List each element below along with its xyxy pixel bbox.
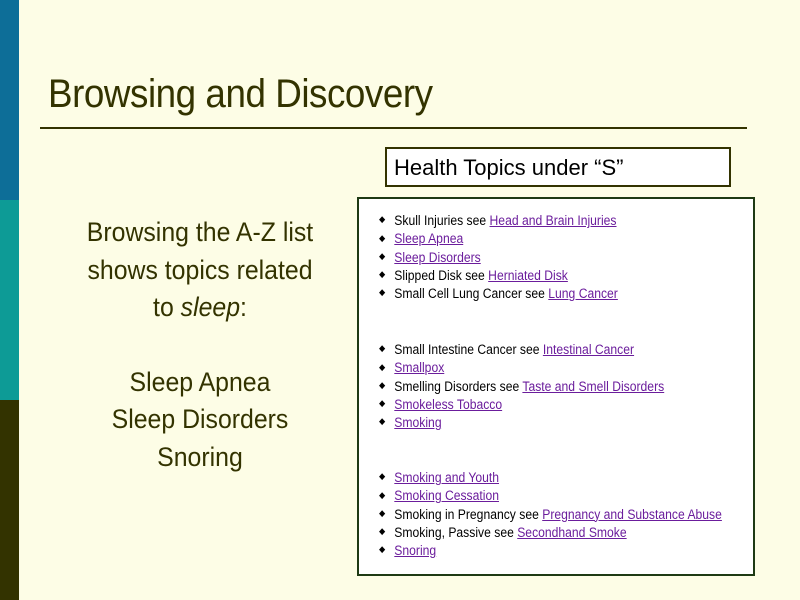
topic-list-item (379, 469, 722, 487)
description-text (80, 214, 319, 476)
diamond-bullet-icon: ◆ (379, 379, 386, 390)
topic-list-item (379, 285, 618, 303)
topic-link[interactable]: Smoking (394, 415, 442, 431)
topic-list-item (379, 267, 618, 285)
topic-link[interactable]: Secondhand Smoke (517, 524, 627, 540)
description-line-2: shows topics related (87, 254, 313, 285)
diamond-bullet-icon: ◆ (379, 544, 386, 555)
topic-text: Small Cell Lung Cancer see (394, 286, 549, 302)
topic-sleep-disorders: Sleep Disorders (111, 404, 289, 434)
topic-list-item (379, 396, 664, 414)
sidebar-color-bar (0, 0, 19, 600)
diamond-bullet-icon: ◆ (379, 526, 386, 537)
topic-link[interactable]: Snoring (394, 543, 437, 559)
topic-list-item (379, 230, 618, 248)
diamond-bullet-icon: ◆ (379, 232, 386, 243)
topic-text: Slipped Disk see (394, 267, 489, 283)
topic-link[interactable]: Lung Cancer (548, 286, 618, 302)
sidebar-segment-bottom (0, 400, 19, 600)
topic-text: Skull Injuries see (394, 213, 490, 228)
topic-text: Small Intestine Cancer see (394, 342, 543, 357)
topic-list-item (379, 414, 664, 432)
topic-group-3 (379, 469, 760, 560)
sidebar-segment-middle (0, 200, 19, 400)
spacer (80, 327, 319, 364)
description-line-1: Browsing the A-Z list (86, 217, 314, 247)
health-topics-caption: Health Topics under “S” (385, 147, 731, 187)
sidebar-segment-top (0, 0, 19, 200)
topic-link[interactable]: Head and Brain Injuries (489, 213, 617, 228)
diamond-bullet-icon: ◆ (379, 343, 386, 354)
emphasis-sleep: sleep (180, 292, 241, 322)
topic-text: Smoking, Passive see (394, 524, 518, 540)
topic-list-item (379, 378, 664, 396)
diamond-bullet-icon: ◆ (379, 361, 386, 372)
topic-link[interactable]: Smoking Cessation (394, 488, 499, 504)
topic-group-2 (379, 341, 696, 432)
description-line-3 (80, 289, 319, 327)
topic-link[interactable]: Sleep Apnea (394, 231, 464, 247)
topic-list-item (379, 212, 618, 230)
topic-list-item (379, 341, 664, 359)
slide-title: Browsing and Discovery (48, 72, 433, 116)
topic-text: Smoking in Pregnancy see (394, 506, 543, 522)
topic-link[interactable]: Pregnancy and Substance Abuse (542, 506, 722, 522)
topic-link[interactable]: Smokeless Tobacco (394, 396, 503, 412)
diamond-bullet-icon: ◆ (379, 489, 386, 500)
topic-list-item (379, 506, 722, 524)
topic-link[interactable]: Taste and Smell Disorders (522, 378, 665, 394)
diamond-bullet-icon: ◆ (379, 471, 386, 482)
description-line-3-suffix: : (240, 292, 247, 322)
topic-list-item (379, 487, 722, 505)
diamond-bullet-icon: ◆ (379, 398, 386, 409)
diamond-bullet-icon: ◆ (379, 507, 386, 518)
topic-link[interactable]: Smallpox (394, 360, 445, 376)
diamond-bullet-icon: ◆ (379, 269, 386, 280)
topic-link[interactable]: Herniated Disk (488, 267, 568, 283)
topic-list-item (379, 359, 664, 377)
topic-link[interactable]: Intestinal Cancer (542, 342, 635, 357)
topic-list-item (379, 542, 722, 560)
diamond-bullet-icon: ◆ (379, 287, 386, 298)
topic-sleep-apnea: Sleep Apnea (129, 366, 271, 397)
topic-list-item (379, 249, 618, 267)
topic-text: Smelling Disorders see (394, 378, 523, 394)
topic-link[interactable]: Sleep Disorders (394, 249, 481, 265)
description-line-3-prefix: to (153, 292, 181, 322)
diamond-bullet-icon: ◆ (379, 416, 386, 427)
topic-list-item (379, 524, 722, 542)
topics-list-screenshot (357, 197, 755, 576)
title-divider (40, 127, 747, 129)
topic-snoring: Snoring (157, 441, 243, 472)
diamond-bullet-icon: ◆ (379, 250, 386, 261)
topic-link[interactable]: Smoking and Youth (394, 470, 500, 485)
topic-group-1 (379, 212, 644, 303)
diamond-bullet-icon: ◆ (379, 214, 386, 225)
